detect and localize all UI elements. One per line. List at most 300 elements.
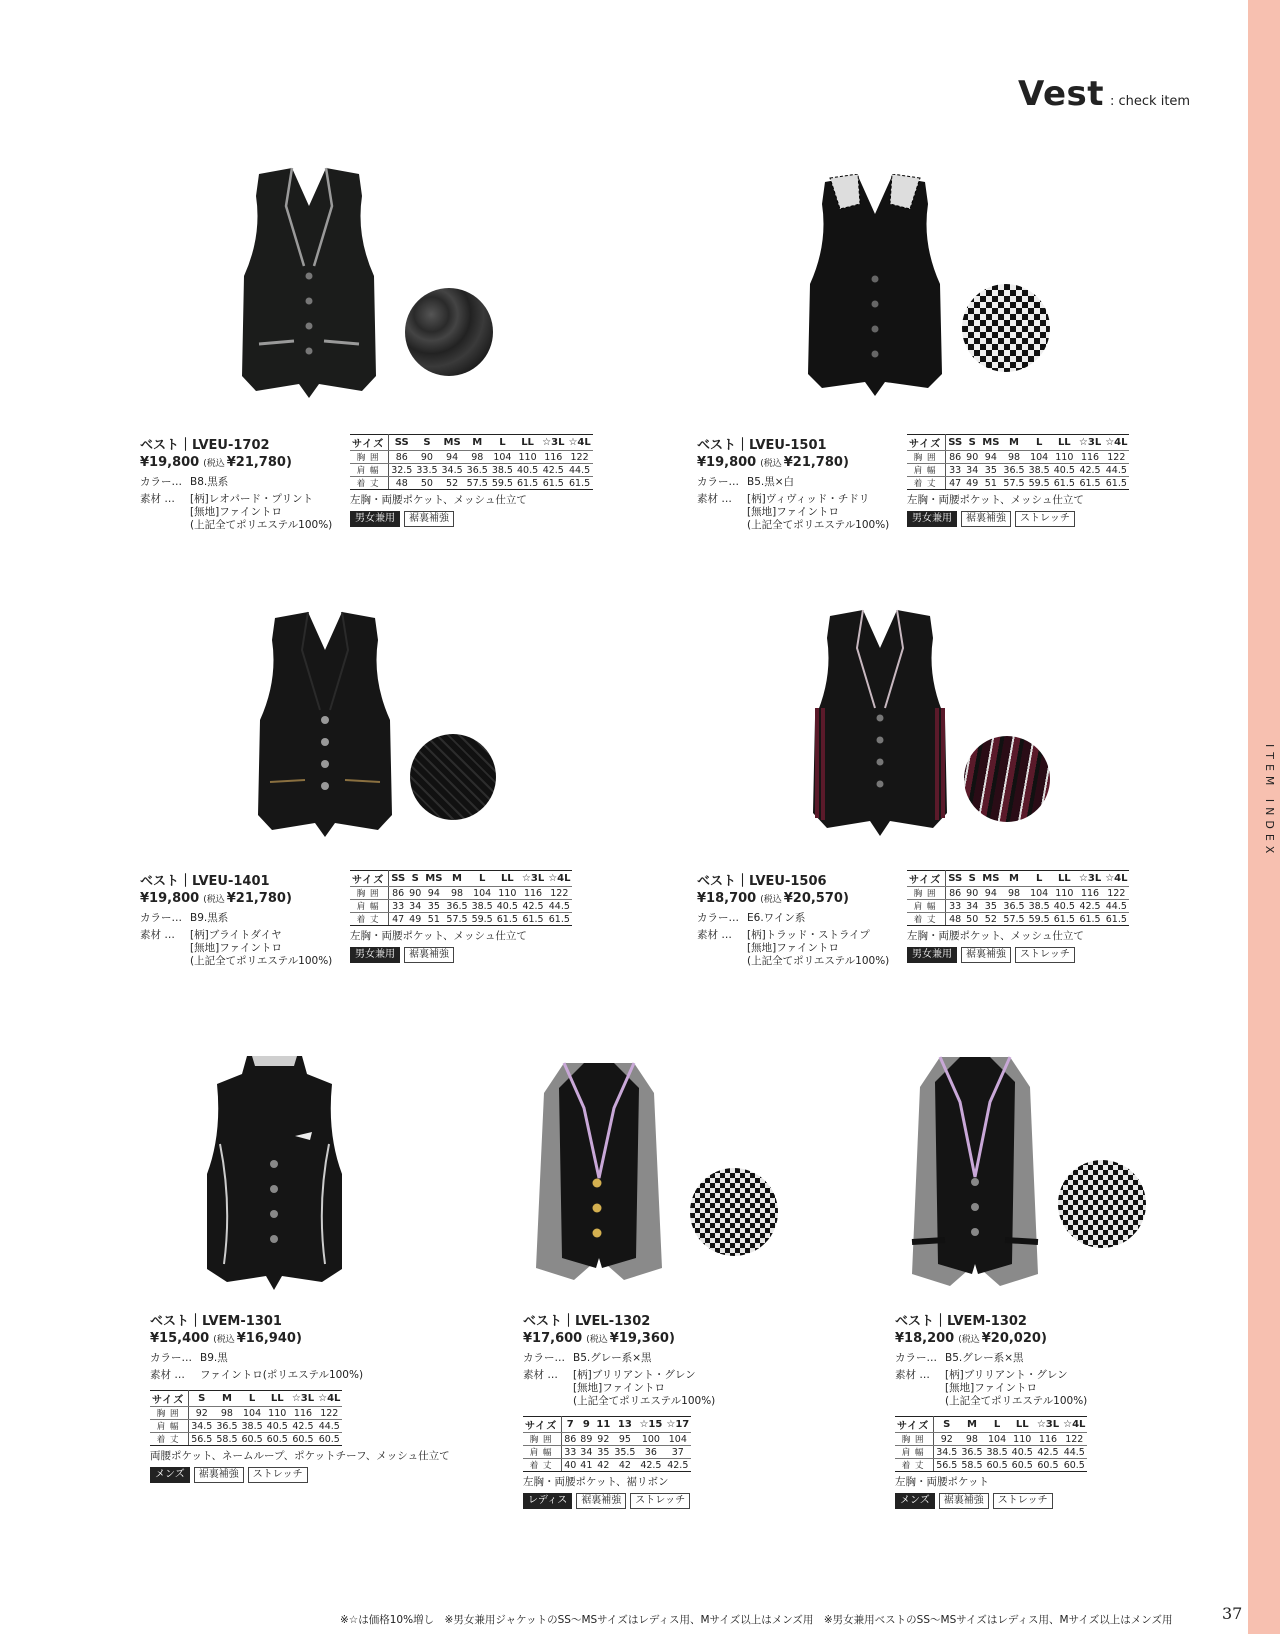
size-cell: 110: [1052, 451, 1077, 464]
size-cell: 59.5: [471, 913, 493, 925]
page-number: 37: [1222, 1604, 1243, 1623]
size-header-cell: ☆4L: [546, 871, 572, 887]
size-cell: 61.5: [516, 477, 539, 489]
size-row: [350, 913, 572, 926]
size-header-cell: S: [407, 871, 423, 887]
size-cell: 92: [189, 1407, 215, 1420]
size-header-cell: L: [240, 1391, 265, 1407]
price-value: ¥18,700: [697, 891, 757, 906]
size-header-cell: S: [964, 435, 980, 451]
product-info: [697, 434, 889, 532]
size-header-row: [350, 871, 572, 887]
size-cell: 94: [980, 451, 1001, 464]
product-price: [140, 455, 332, 470]
size-cell: 58.5: [961, 1459, 983, 1471]
size-header-cell: ☆3L: [1035, 1417, 1061, 1433]
size-cell: 36: [637, 1446, 664, 1459]
size-cell: 110: [265, 1407, 290, 1420]
size-cell: 59.5: [1028, 477, 1050, 489]
size-header-cell: サイズ: [907, 871, 946, 887]
size-header-cell: MS: [980, 871, 1001, 887]
size-table: [350, 870, 572, 926]
size-cell: 32.5: [389, 464, 415, 477]
size-cell: 胸 囲: [150, 1407, 189, 1420]
product-info: [697, 870, 889, 968]
spec-block: [907, 434, 1129, 527]
size-cell: 90: [966, 451, 979, 463]
size-header-cell: LL: [1010, 1417, 1035, 1433]
size-cell: 59.5: [491, 477, 513, 489]
tag-list: [895, 1493, 1087, 1509]
size-header-cell: L: [1027, 435, 1052, 451]
size-cell: 40.5: [496, 900, 518, 912]
color-row: [697, 476, 889, 489]
features-text: 両腰ポケット、ネームループ、ポケットチーフ、メッシュ仕立て: [150, 1450, 450, 1462]
product-name: ベスト｜LVEU-1506: [697, 874, 827, 889]
size-cell: 60.5: [1011, 1459, 1033, 1471]
fabric-swatch-houndstooth: [962, 284, 1050, 372]
material-line: (上記全てポリエステル100%): [190, 519, 333, 531]
size-cell: 38.5: [986, 1446, 1008, 1458]
vest-photo-6: [524, 1058, 674, 1283]
color-row: [697, 912, 889, 925]
color-row: [895, 1352, 1087, 1365]
color-value: E6.ワイン系: [747, 912, 806, 924]
size-cell: 110: [1010, 1433, 1035, 1446]
size-cell: 38.5: [1028, 464, 1050, 476]
size-header-cell: LL: [1052, 435, 1077, 451]
size-cell: 胸 囲: [895, 1433, 934, 1446]
fabric-swatch-stripe: [964, 736, 1050, 822]
tax-price: ¥20,570): [783, 891, 849, 906]
size-cell: 40: [562, 1459, 579, 1472]
tax-price: ¥16,940): [236, 1331, 302, 1346]
size-header-cell: ☆4L: [1103, 435, 1129, 451]
size-cell: 38.5: [471, 900, 493, 912]
size-cell: 104: [1027, 451, 1052, 464]
size-cell: 40.5: [1053, 900, 1075, 912]
size-row: [350, 464, 593, 477]
size-header-row: [895, 1417, 1087, 1433]
material-line: [無地]ファイントロ: [747, 506, 839, 518]
size-cell: 94: [440, 451, 465, 464]
size-header-cell: L: [985, 1417, 1010, 1433]
color-values: [190, 476, 228, 489]
size-header-cell: サイズ: [907, 435, 946, 451]
product-tag: 男女兼用: [350, 947, 400, 963]
size-cell: 122: [316, 1407, 342, 1420]
size-cell: 42.5: [520, 900, 546, 913]
material-line: [無地]ファイントロ: [573, 1382, 665, 1394]
size-header-cell: MS: [980, 435, 1001, 451]
price-value: ¥17,600: [523, 1331, 583, 1346]
size-cell: 44.5: [1061, 1446, 1087, 1459]
size-row: [895, 1459, 1087, 1472]
size-cell: 42.5: [664, 1459, 691, 1472]
material-values: [747, 929, 889, 968]
size-header-cell: ☆3L: [290, 1391, 316, 1407]
size-cell: 116: [540, 451, 566, 464]
tax-label: (税込: [958, 1335, 980, 1345]
size-row: [895, 1433, 1087, 1446]
size-cell: 38.5: [1028, 900, 1050, 912]
color-values: [747, 476, 794, 489]
size-cell: 33: [946, 464, 964, 477]
size-cell: 33: [562, 1446, 579, 1459]
product-info: [523, 1310, 715, 1408]
size-header-cell: ☆17: [664, 1417, 691, 1433]
material-line: (上記全てポリエステル100%): [573, 1395, 716, 1407]
size-cell: 35: [423, 900, 444, 913]
size-cell: 肩 幅: [907, 900, 946, 913]
product-name: ベスト｜LVEU-1401: [140, 874, 270, 889]
features-text: 左胸・両腰ポケット、メッシュ仕立て: [907, 930, 1084, 942]
vest-photo-5: [202, 1054, 347, 1294]
material-line: (上記全てポリエステル100%): [190, 955, 333, 967]
product-card: [895, 1310, 1087, 1509]
size-cell: 60.5: [1061, 1459, 1087, 1472]
size-cell: 98: [465, 451, 490, 464]
color-label: カラー…: [697, 476, 739, 488]
size-row: [523, 1446, 691, 1459]
size-header-cell: MS: [440, 435, 465, 451]
product-price: [150, 1331, 450, 1346]
tag-list: [350, 511, 593, 527]
size-cell: 34: [580, 1446, 593, 1458]
size-cell: 胸 囲: [350, 887, 389, 900]
size-header-row: [523, 1417, 691, 1433]
tax-label: (税込: [586, 1335, 608, 1345]
price-value: ¥19,800: [140, 455, 200, 470]
size-cell: 34: [409, 900, 422, 912]
size-cell: 86: [389, 887, 407, 900]
size-cell: 86: [389, 451, 415, 464]
size-header-cell: MS: [423, 871, 444, 887]
product-tag: 裾裏補強: [404, 947, 454, 963]
color-value: B8.黒系: [190, 476, 229, 488]
material-line: [柄]ブライトダイヤ: [190, 929, 282, 941]
color-value: B5.グレー系×黒: [945, 1352, 1024, 1364]
size-cell: 着 丈: [350, 913, 389, 926]
size-cell: 37: [664, 1446, 691, 1459]
size-header-cell: M: [214, 1391, 239, 1407]
color-values: [747, 912, 805, 925]
size-cell: 着 丈: [907, 913, 946, 926]
fabric-swatch-glen-1: [690, 1168, 778, 1256]
size-cell: 36.5: [446, 900, 468, 912]
product-name: ベスト｜LVEU-1702: [140, 438, 270, 453]
product-tag: 裾裏補強: [404, 511, 454, 527]
size-cell: 110: [495, 887, 520, 900]
size-cell: 98: [959, 1433, 984, 1446]
size-cell: 52: [440, 477, 465, 490]
size-cell: 40.5: [1053, 464, 1075, 476]
size-cell: 104: [1027, 887, 1052, 900]
size-cell: 116: [520, 887, 546, 900]
features-text: 左胸・両腰ポケット、メッシュ仕立て: [907, 494, 1084, 506]
product-card: [140, 434, 591, 532]
size-row: [150, 1407, 342, 1420]
size-cell: 33: [389, 900, 407, 913]
size-cell: 122: [546, 887, 572, 900]
size-row: [150, 1420, 342, 1433]
size-cell: 35: [980, 464, 1001, 477]
tax-label: (税込: [203, 459, 225, 469]
size-header-cell: SS: [946, 435, 964, 451]
size-cell: 122: [1103, 451, 1129, 464]
size-cell: 98: [1001, 451, 1026, 464]
size-row: [350, 900, 572, 913]
material-line: (上記全てポリエステル100%): [945, 1395, 1088, 1407]
size-cell: 56.5: [934, 1459, 960, 1472]
size-cell: 36.5: [466, 464, 488, 476]
size-row: [895, 1446, 1087, 1459]
product-card: [697, 434, 1128, 532]
size-header-cell: M: [1001, 871, 1026, 887]
size-cell: 116: [1035, 1433, 1061, 1446]
size-header-row: [350, 435, 593, 451]
size-header-cell: ☆4L: [316, 1391, 342, 1407]
size-header-row: [907, 871, 1129, 887]
tag-list: [907, 511, 1129, 527]
size-cell: 57.5: [1003, 913, 1025, 925]
vest-photo-2: [800, 174, 950, 399]
spec-block: [350, 434, 593, 527]
color-value: B9.黒系: [190, 912, 229, 924]
size-header-cell: LL: [515, 435, 540, 451]
size-cell: 34.5: [441, 464, 463, 476]
color-label: カラー…: [150, 1352, 192, 1364]
size-header-cell: ☆3L: [540, 435, 566, 451]
material-row: [697, 929, 889, 968]
size-header-cell: サイズ: [350, 871, 389, 887]
title-subtitle: : check item: [1110, 94, 1191, 109]
product-info: [895, 1310, 1087, 1408]
size-cell: 肩 幅: [907, 464, 946, 477]
size-cell: 61.5: [520, 913, 546, 926]
color-value: B5.グレー系×黒: [573, 1352, 652, 1364]
size-header-cell: L: [470, 871, 495, 887]
material-values: [200, 1369, 363, 1382]
price-value: ¥19,800: [140, 891, 200, 906]
size-cell: 86: [562, 1433, 579, 1446]
tag-list: [523, 1493, 715, 1509]
product-tag: ストレッチ: [993, 1493, 1053, 1509]
footer-note: ※☆は価格10%増し ※男女兼用ジャケットのSS～MSサイズはレディス用、Mサイズ以上はメンズ用 ※男女兼用ベストのSS～MSサイズはレディス用、Mサイズ以上はメンズ用: [340, 1614, 1173, 1626]
color-value: B9.黒: [200, 1352, 228, 1364]
size-cell: 42.5: [540, 464, 566, 477]
product-tag: 男女兼用: [350, 511, 400, 527]
size-cell: 着 丈: [895, 1459, 934, 1472]
size-header-cell: LL: [495, 871, 520, 887]
size-cell: 104: [664, 1433, 691, 1446]
price-value: ¥15,400: [150, 1331, 210, 1346]
tax-label: (税込: [213, 1335, 235, 1345]
size-cell: 35.5: [614, 1446, 636, 1458]
size-row: [350, 887, 572, 900]
size-header-cell: SS: [389, 871, 407, 887]
size-table: [523, 1416, 691, 1472]
size-cell: 61.5: [1103, 477, 1129, 490]
material-values: [747, 493, 889, 532]
color-row: [140, 476, 332, 489]
tax-price: ¥19,360): [609, 1331, 675, 1346]
size-cell: 34: [966, 464, 979, 476]
size-cell: 34.5: [189, 1420, 215, 1433]
vest-photo-1: [234, 166, 384, 401]
size-cell: 35: [980, 900, 1001, 913]
size-table: [907, 434, 1129, 490]
product-tag: ストレッチ: [248, 1467, 308, 1483]
size-cell: 61.5: [496, 913, 518, 925]
material-line: [柄]ブリリアント・グレン: [945, 1369, 1068, 1381]
size-header-cell: 11: [594, 1417, 612, 1433]
material-row: [895, 1369, 1087, 1408]
features-text: 左胸・両腰ポケット、メッシュ仕立て: [350, 494, 527, 506]
spec-block: [350, 870, 572, 963]
size-cell: 60.5: [241, 1433, 263, 1445]
size-cell: 肩 幅: [350, 464, 389, 477]
color-value: B5.黒×白: [747, 476, 795, 488]
size-cell: 122: [1103, 887, 1129, 900]
material-label: 素材 …: [150, 1369, 185, 1381]
material-row: [140, 929, 332, 968]
size-header-cell: サイズ: [150, 1391, 189, 1407]
material-line: [柄]ブリリアント・グレン: [573, 1369, 696, 1381]
size-cell: 59.5: [1028, 913, 1050, 925]
size-cell: 36.5: [1003, 900, 1025, 912]
size-cell: 122: [1061, 1433, 1087, 1446]
color-values: [573, 1352, 652, 1365]
size-header-cell: ☆4L: [1061, 1417, 1087, 1433]
product-name: ベスト｜LVEM-1302: [895, 1314, 1027, 1329]
product-tag: 裾裏補強: [961, 511, 1011, 527]
material-label: 素材 …: [140, 929, 175, 941]
size-cell: 86: [946, 887, 964, 900]
size-cell: 52: [980, 913, 1001, 926]
size-cell: 44.5: [546, 900, 572, 913]
size-cell: 33.5: [416, 464, 438, 476]
material-line: (上記全てポリエステル100%): [747, 519, 890, 531]
product-name: ベスト｜LVEU-1501: [697, 438, 827, 453]
size-cell: 42.5: [290, 1420, 316, 1433]
size-cell: 57.5: [446, 913, 468, 925]
product-price: [895, 1331, 1087, 1346]
material-label: 素材 …: [697, 929, 732, 941]
size-cell: 胸 囲: [907, 887, 946, 900]
material-values: [190, 929, 332, 968]
product-price: [523, 1331, 715, 1346]
product-info: [140, 870, 332, 968]
size-cell: 42.5: [1077, 464, 1103, 477]
color-label: カラー…: [895, 1352, 937, 1364]
material-line: [柄]ヴィヴィッド・チドリ: [747, 493, 870, 505]
material-values: [190, 493, 332, 532]
material-values: [573, 1369, 715, 1408]
tax-label: (税込: [203, 895, 225, 905]
product-tag: ストレッチ: [1015, 511, 1075, 527]
product-tag: メンズ: [150, 1467, 190, 1483]
size-cell: 61.5: [1077, 913, 1103, 926]
material-row: [697, 493, 889, 532]
material-line: [柄]トラッド・ストライプ: [747, 929, 870, 941]
material-label: 素材 …: [523, 1369, 558, 1381]
product-tag: 裾裏補強: [939, 1493, 989, 1509]
size-header-cell: サイズ: [523, 1417, 562, 1433]
product-tag: 裾裏補強: [961, 947, 1011, 963]
material-line: [無地]ファイントロ: [190, 506, 282, 518]
material-row: [140, 493, 332, 532]
size-cell: 胸 囲: [350, 451, 389, 464]
product-card: [150, 1310, 450, 1483]
tag-list: [907, 947, 1129, 963]
size-cell: 肩 幅: [350, 900, 389, 913]
size-header-cell: 9: [578, 1417, 594, 1433]
size-header-cell: SS: [946, 871, 964, 887]
material-row: [523, 1369, 715, 1408]
tax-price: ¥21,780): [226, 455, 292, 470]
size-cell: 98: [1001, 887, 1026, 900]
color-label: カラー…: [140, 476, 182, 488]
vest-photo-7: [900, 1052, 1050, 1290]
product-tag: 裾裏補強: [576, 1493, 626, 1509]
size-row: [523, 1433, 691, 1446]
spec-block: [895, 1416, 1087, 1509]
price-value: ¥19,800: [697, 455, 757, 470]
product-tag: ストレッチ: [630, 1493, 690, 1509]
size-row: [150, 1433, 342, 1446]
size-header-cell: ☆3L: [520, 871, 546, 887]
page-title: [1018, 74, 1190, 114]
size-cell: 60.5: [290, 1433, 316, 1446]
size-cell: 90: [414, 451, 439, 464]
color-row: [150, 1352, 450, 1365]
size-cell: 61.5: [540, 477, 566, 490]
size-cell: 58.5: [216, 1433, 238, 1445]
size-cell: 116: [290, 1407, 316, 1420]
product-name: ベスト｜LVEM-1301: [150, 1314, 282, 1329]
features-text: 左胸・両腰ポケット、裾リボン: [523, 1476, 669, 1488]
size-cell: 42: [612, 1459, 637, 1472]
size-cell: 92: [934, 1433, 960, 1446]
product-info: [140, 434, 332, 532]
fabric-swatch-glen-2: [1058, 1160, 1146, 1248]
features-text: 左胸・両腰ポケット: [895, 1476, 989, 1488]
size-row: [907, 900, 1129, 913]
size-cell: 116: [1077, 887, 1103, 900]
size-header-cell: S: [964, 871, 980, 887]
tax-price: ¥21,780): [783, 455, 849, 470]
size-cell: 60.5: [1035, 1459, 1061, 1472]
size-row: [350, 477, 593, 490]
tax-label: (税込: [760, 895, 782, 905]
size-cell: 肩 幅: [523, 1446, 562, 1459]
size-cell: 着 丈: [907, 477, 946, 490]
features-text: 左胸・両腰ポケット、メッシュ仕立て: [350, 930, 527, 942]
product-price: [697, 455, 889, 470]
product-tag: 裾裏補強: [194, 1467, 244, 1483]
size-cell: 着 丈: [150, 1433, 189, 1446]
material-line: [無地]ファイントロ: [945, 1382, 1037, 1394]
size-header-cell: M: [959, 1417, 984, 1433]
spec-block: [907, 870, 1129, 963]
size-cell: 35: [594, 1446, 612, 1459]
size-cell: 38.5: [491, 464, 513, 476]
size-cell: 90: [966, 887, 979, 899]
fabric-swatch-leopard: [405, 288, 493, 376]
tax-price: ¥20,020): [981, 1331, 1047, 1346]
size-cell: 57.5: [1003, 477, 1025, 489]
